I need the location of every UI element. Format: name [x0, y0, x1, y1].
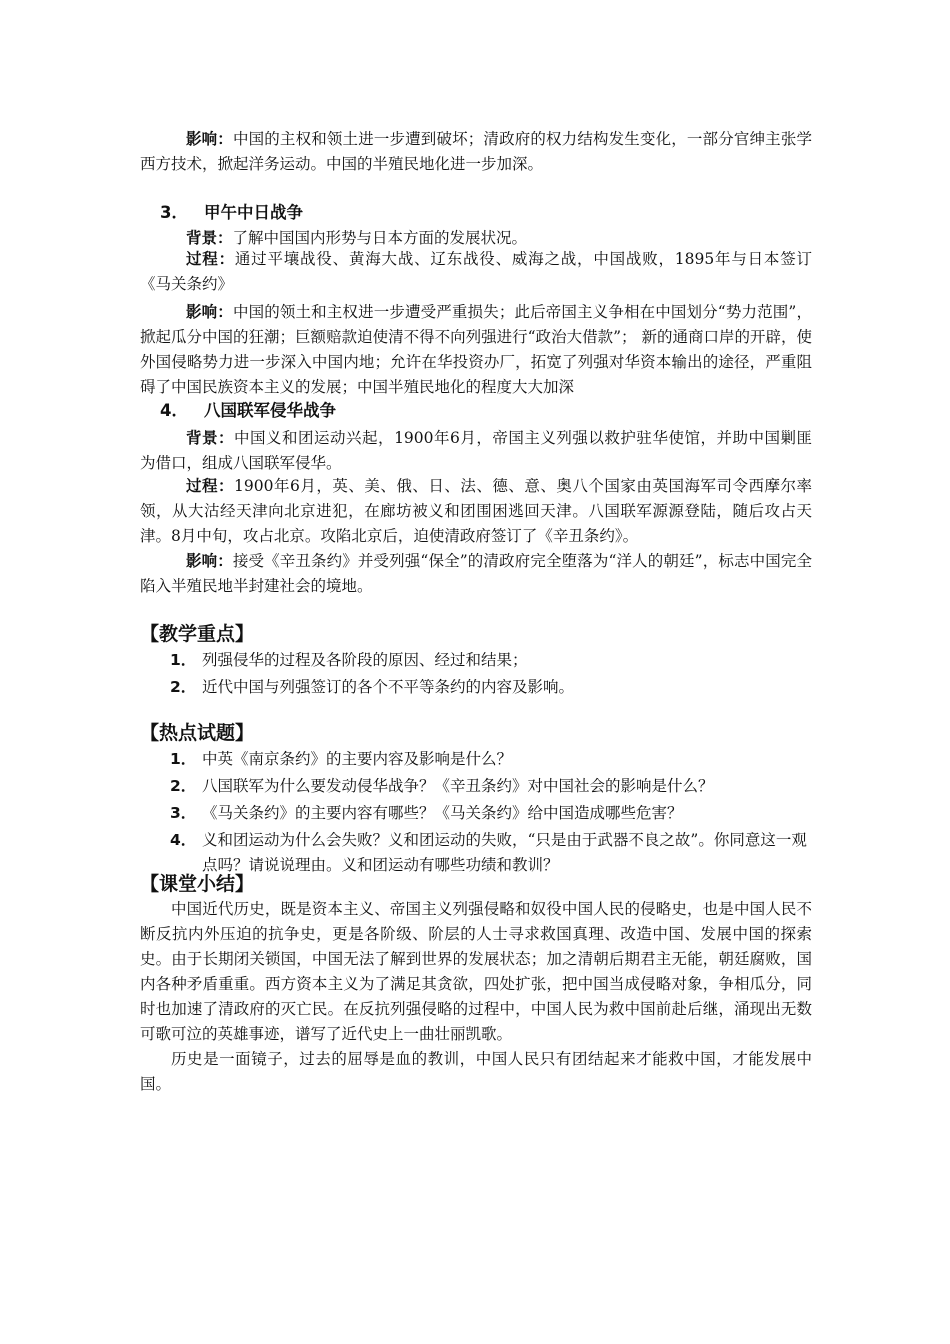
section-4-process-text: 1900年6月，英、美、俄、日、法、德、意、奥八个国家由英国海军司令西摩尔率领，从大沽经天津向北京进犯，在廊坊被义和团围困逃回天津。八国联军源源登陆，随后攻占天津。8月中旬，攻占北京。攻陷北京后，迫使清政府签订了《辛丑条约》。: [140, 477, 812, 545]
section-3-title: [160, 200, 303, 226]
section-3-background-label: 背景：: [186, 228, 233, 247]
key-points-list: [140, 648, 812, 702]
section-4-impact-label: 影响：: [186, 551, 233, 570]
list-item-number: 2．: [170, 678, 197, 696]
section-4-number: 4．: [160, 401, 188, 420]
list-item-number: 2．: [170, 777, 197, 795]
list-item: [140, 675, 812, 700]
summary-heading: 【课堂小结】: [140, 873, 255, 895]
section-3-impact-text: 中国的领土和主权进一步遭受严重损失；此后帝国主义争相在中国划分“势力范围”，掀起瓜分中国的狂潮；巨额赔款迫使清不得不向列强进行“政治大借款”； 新的通商口岸的开辟，使外国侵略势力进一步深入中国内地；允许在华投资办厂，拓宽了列强对华资本输出的途径，严重阻碍了中国民族资本主义的发展；中国半殖民地化的程度大大加深: [140, 303, 812, 396]
hot-questions-list: [140, 747, 812, 880]
key-points-heading: 【教学重点】: [140, 623, 255, 645]
section-4-process-label: 过程：: [186, 476, 235, 495]
section-4-background-label: 背景：: [186, 428, 235, 447]
list-item-text: 列强侵华的过程及各阶段的原因、经过和结果；: [202, 651, 528, 669]
section-4-impact: [140, 548, 812, 599]
list-item: [140, 648, 812, 673]
section-3-impact-label: 影响：: [186, 302, 233, 321]
section-4-process: [140, 473, 812, 549]
list-item-text: 八国联军为什么要发动侵华战争？《辛丑条约》对中国社会的影响是什么？: [202, 777, 714, 795]
section-4-title-text: 八国联军侵华战争: [204, 401, 336, 420]
section-4-background-text: 中国义和团运动兴起，1900年6月，帝国主义列强以救护驻华使馆，并助中国剿匪 为借口，组成八国联军侵华。: [140, 429, 812, 472]
intro-impact-paragraph: [140, 126, 812, 177]
list-item-text: 近代中国与列强签订的各个不平等条约的内容及影响。: [202, 678, 575, 696]
list-item: [140, 747, 812, 772]
list-item-number: 3．: [170, 804, 197, 822]
list-item: [140, 801, 812, 826]
list-item-number: 4．: [170, 831, 197, 849]
section-4-impact-text: 接受《辛丑条约》并受列强“保全”的清政府完全堕落为“洋人的朝廷”，标志中国完全陷入半殖民地半封建社会的境地。: [140, 552, 812, 595]
section-3-process-text: 通过平壤战役、黄海大战、辽东战役、威海之战，中国战败，1895年与日本签订《马关条约》: [140, 250, 812, 293]
list-item: [140, 774, 812, 799]
summary-paragraph-2: 历史是一面镜子，过去的屈辱是血的教训，中国人民只有团结起来才能救中国，才能发展中国。: [140, 1050, 812, 1093]
summary-paragraph-1: 中国近代历史，既是资本主义、帝国主义列强侵略和奴役中国人民的侵略史，也是中国人民不断反抗内外压迫的抗争史，更是各阶级、阶层的人士寻求救国真理、改造中国、发展中国的探索史。由于长期闭关锁国，中国无法了解到世界的发展状态；加之清朝后期君主无能，朝廷腐败，国内各种矛盾重重。西方资本主义为了满足其贪欲，四处扩张，把中国当成侵略对象，争相瓜分，同时也加速了清政府的灭亡民。在反抗列强侵略的过程中，中国人民为救中国前赴后继，涌现出无数可歌可泣的英雄事迹，谱写了近代史上一曲壮丽凯歌。: [140, 900, 812, 1043]
list-item-text: 义和团运动为什么会失败？义和团运动的失败，“只是由于武器不良之故”。你同意这一观点吗？请说说理由。义和团运动有哪些功绩和教训？: [202, 831, 807, 874]
list-item-number: 1．: [170, 750, 197, 768]
section-3-process: [140, 246, 812, 297]
list-item-number: 1．: [170, 651, 197, 669]
section-4-background: [140, 425, 812, 476]
hot-questions-heading: 【热点试题】: [140, 722, 255, 744]
intro-impact-text: 中国的主权和领土进一步遭到破坏；清政府的权力结构发生变化，一部分官绅主张学西方技术，掀起洋务运动。中国的半殖民地化进一步加深。: [140, 130, 812, 173]
section-3-impact: [140, 299, 812, 400]
section-3-title-text: 甲午中日战争: [204, 203, 303, 222]
section-3-number: 3．: [160, 203, 188, 222]
section-4-title: [160, 398, 336, 424]
intro-impact-label: 影响：: [186, 129, 233, 148]
list-item-text: 中英《南京条约》的主要内容及影响是什么？: [202, 750, 513, 768]
list-item-text: 《马关条约》的主要内容有哪些？《马关条约》给中国造成哪些危害？: [202, 804, 683, 822]
section-3-process-label: 过程：: [186, 249, 235, 268]
section-3-background-text: 了解中国国内形势与日本方面的发展状况。: [232, 229, 528, 247]
